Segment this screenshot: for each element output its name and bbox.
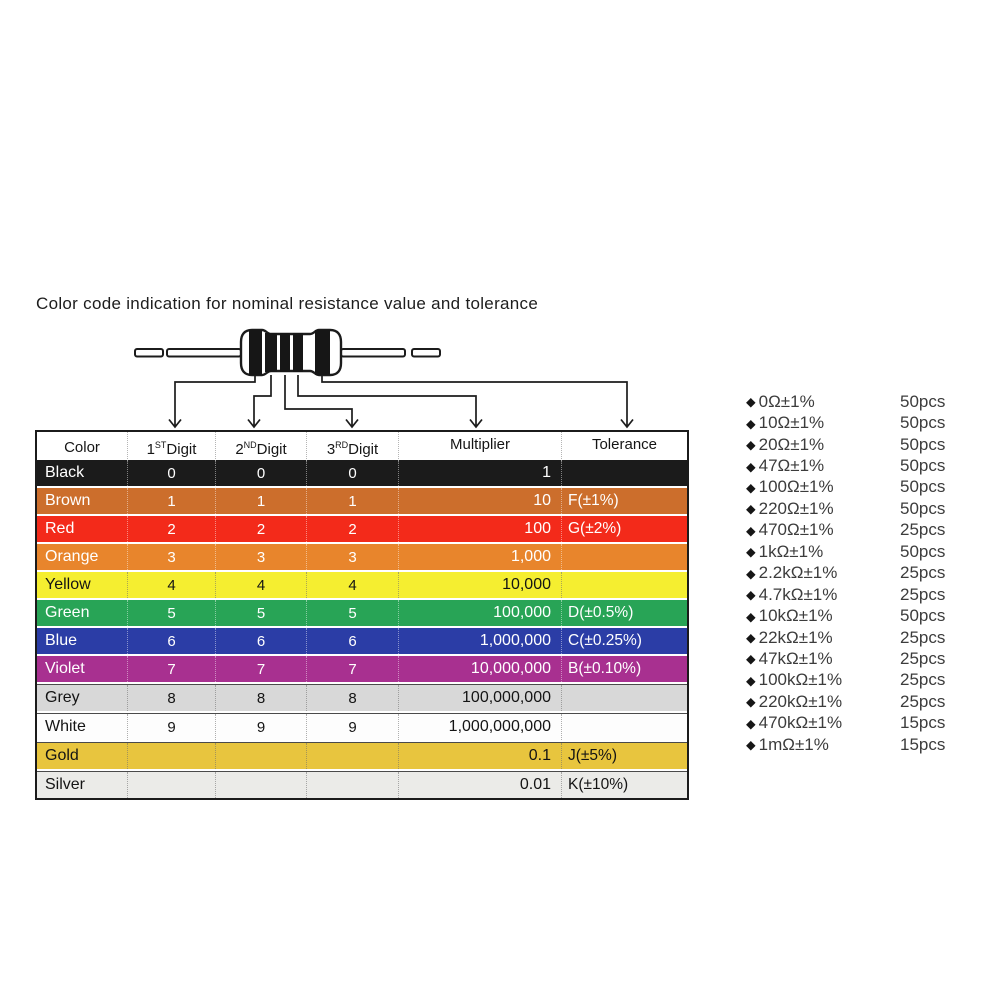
row-digit-2: 7 [215,656,306,682]
row-digit-1 [127,743,215,769]
quantity: 15pcs [900,734,946,754]
list-item [746,520,970,541]
resistor-value: 470kΩ±1% [758,713,843,733]
row-digit-1: 9 [127,714,215,740]
diamond-bullet-icon: ◆ [746,673,756,688]
row-digit-3: 6 [306,628,398,654]
diamond-bullet-icon: ◆ [746,588,756,603]
quantity: 50pcs [900,456,946,476]
table-row-blue [37,628,687,654]
row-multiplier: 100,000,000 [398,685,561,711]
row-digit-3: 4 [306,572,398,598]
row-digit-3: 3 [306,544,398,570]
resistor-band-2 [265,333,277,372]
resistor-band-1 [249,330,262,375]
resistor-value: 2.2kΩ±1% [758,563,838,583]
row-digit-1: 0 [127,460,215,486]
list-item [746,412,970,433]
header-tolerance: Tolerance [561,432,687,463]
lead-left-inner [167,349,241,357]
row-digit-1 [127,772,215,798]
row-multiplier: 10 [398,488,561,514]
quantity: 50pcs [900,541,946,561]
row-tolerance: C(±0.25%) [561,628,687,654]
quantity: 25pcs [900,563,946,583]
resistor-value: 100Ω±1% [758,477,834,497]
list-item [746,391,970,412]
table-row-black [37,460,687,486]
row-digit-2: 3 [215,544,306,570]
row-digit-3: 2 [306,516,398,542]
diamond-bullet-icon: ◆ [746,695,756,710]
table-row-violet [37,656,687,682]
quantity: 50pcs [900,477,946,497]
row-color-name: Blue [45,632,78,649]
row-tolerance [561,714,687,740]
row-tolerance: B(±0.10%) [561,656,687,682]
resistor-value: 10Ω±1% [758,413,825,433]
table-row-red [37,516,687,542]
quantity: 50pcs [900,606,946,626]
row-digit-2: 8 [215,685,306,711]
table-row-gold [37,742,687,769]
quantity: 25pcs [900,670,946,690]
row-multiplier: 1,000 [398,544,561,570]
resistor-value: 10kΩ±1% [758,606,833,626]
resistor-value: 1kΩ±1% [758,541,824,561]
resistor-diagram [0,318,700,432]
row-multiplier: 10,000,000 [398,656,561,682]
diamond-bullet-icon: ◆ [746,545,756,560]
resistor-value: 47Ω±1% [758,456,825,476]
row-color-name: Brown [45,492,91,509]
row-multiplier: 0.1 [398,743,561,769]
list-item [746,734,970,755]
color-table-rows [37,460,687,798]
table-row-orange [37,544,687,570]
table-row-silver [37,771,687,798]
row-digit-2: 6 [215,628,306,654]
lead-right-inner [341,349,405,357]
row-digit-3: 1 [306,488,398,514]
table-row-brown [37,488,687,514]
row-digit-2: 4 [215,572,306,598]
list-item [746,670,970,691]
quantity: 50pcs [900,498,946,518]
resistor-value: 0Ω±1% [758,391,815,411]
quantity: 15pcs [900,713,946,733]
lead-left-outer [135,349,163,357]
list-item [746,541,970,562]
list-item [746,498,970,519]
list-item [746,455,970,476]
row-color-name: Yellow [45,576,91,593]
row-digit-1: 5 [127,600,215,626]
row-digit-3: 5 [306,600,398,626]
row-tolerance: J(±5%) [561,743,687,769]
header-2nd-digit: 2NDDigit [215,432,306,463]
row-tolerance [561,460,687,486]
row-multiplier: 0.01 [398,772,561,798]
quantity: 25pcs [900,584,946,604]
header-color: Color [64,439,100,456]
row-digit-2: 0 [215,460,306,486]
diamond-bullet-icon: ◆ [746,502,756,517]
diamond-bullet-icon: ◆ [746,566,756,581]
list-item [746,584,970,605]
resistor-value: 1mΩ±1% [758,734,829,754]
row-multiplier: 100 [398,516,561,542]
row-color-name: Silver [45,776,86,793]
diamond-bullet-icon: ◆ [746,523,756,538]
diamond-bullet-icon: ◆ [746,652,756,667]
diamond-bullet-icon: ◆ [746,716,756,731]
resistor-value: 22kΩ±1% [758,627,833,647]
row-digit-3 [306,772,398,798]
table-row-grey [37,684,687,711]
row-digit-1: 3 [127,544,215,570]
diamond-bullet-icon: ◆ [746,459,756,474]
list-item [746,563,970,584]
list-item [746,648,970,669]
row-tolerance: G(±2%) [561,516,687,542]
diamond-bullet-icon: ◆ [746,438,756,453]
row-color-name: Violet [45,660,85,677]
row-multiplier: 1,000,000,000 [398,714,561,740]
row-multiplier: 1,000,000 [398,628,561,654]
quantity: 25pcs [900,627,946,647]
resistor-value: 220kΩ±1% [758,691,843,711]
resistor-band-5 [315,330,330,375]
table-header-row [37,432,687,458]
lead-right-outer [412,349,440,357]
diamond-bullet-icon: ◆ [746,480,756,495]
header-3rd-digit: 3RDDigit [306,432,398,463]
row-digit-2: 9 [215,714,306,740]
row-digit-3: 8 [306,685,398,711]
resistor-value: 20Ω±1% [758,434,825,454]
row-multiplier: 100,000 [398,600,561,626]
row-multiplier: 10,000 [398,572,561,598]
list-item [746,477,970,498]
row-color-name: White [45,718,86,735]
quantity: 50pcs [900,413,946,433]
diamond-bullet-icon: ◆ [746,631,756,646]
row-tolerance [561,685,687,711]
diamond-bullet-icon: ◆ [746,395,756,410]
quantity: 50pcs [900,434,946,454]
row-color-name: Black [45,464,85,481]
row-digit-3: 9 [306,714,398,740]
row-digit-2 [215,772,306,798]
color-code-table [35,430,689,800]
row-multiplier: 1 [398,460,561,486]
row-tolerance [561,572,687,598]
list-item [746,627,970,648]
quantity: 25pcs [900,648,946,668]
row-digit-3: 0 [306,460,398,486]
row-digit-1: 2 [127,516,215,542]
row-color-name: Grey [45,689,80,706]
kit-quantity-list [746,391,970,755]
quantity: 25pcs [900,691,946,711]
row-digit-1: 6 [127,628,215,654]
list-item [746,605,970,626]
diamond-bullet-icon: ◆ [746,738,756,753]
row-digit-3 [306,743,398,769]
row-color-name: Orange [45,548,99,565]
table-row-green [37,600,687,626]
row-color-name: Red [45,520,75,537]
diamond-bullet-icon: ◆ [746,416,756,431]
header-multiplier: Multiplier [398,432,561,463]
row-tolerance: D(±0.5%) [561,600,687,626]
row-digit-2: 5 [215,600,306,626]
quantity: 25pcs [900,520,946,540]
arrow-1st-digit [169,375,255,427]
row-tolerance [561,544,687,570]
row-digit-1: 4 [127,572,215,598]
resistor-band-4 [293,333,303,372]
row-digit-2: 2 [215,516,306,542]
row-tolerance: K(±10%) [561,772,687,798]
table-row-yellow [37,572,687,598]
row-color-name: Gold [45,747,79,764]
resistor-value: 220Ω±1% [758,498,834,518]
resistor-band-3 [280,333,290,372]
row-digit-2 [215,743,306,769]
list-item [746,691,970,712]
row-digit-1: 1 [127,488,215,514]
page-title: Color code indication for nominal resistance value and tolerance [36,294,539,313]
arrow-tolerance [322,375,633,427]
row-tolerance: F(±1%) [561,488,687,514]
row-color-name: Green [45,604,90,621]
row-digit-1: 8 [127,685,215,711]
resistor-value: 4.7kΩ±1% [758,584,838,604]
list-item [746,713,970,734]
header-1st-digit: 1STDigit [127,432,215,463]
row-digit-2: 1 [215,488,306,514]
diamond-bullet-icon: ◆ [746,609,756,624]
row-digit-1: 7 [127,656,215,682]
list-item [746,434,970,455]
row-digit-3: 7 [306,656,398,682]
table-row-white [37,713,687,740]
quantity: 50pcs [900,391,946,411]
resistor-value: 47kΩ±1% [758,648,833,668]
resistor-value: 470Ω±1% [758,520,834,540]
resistor-value: 100kΩ±1% [758,670,843,690]
